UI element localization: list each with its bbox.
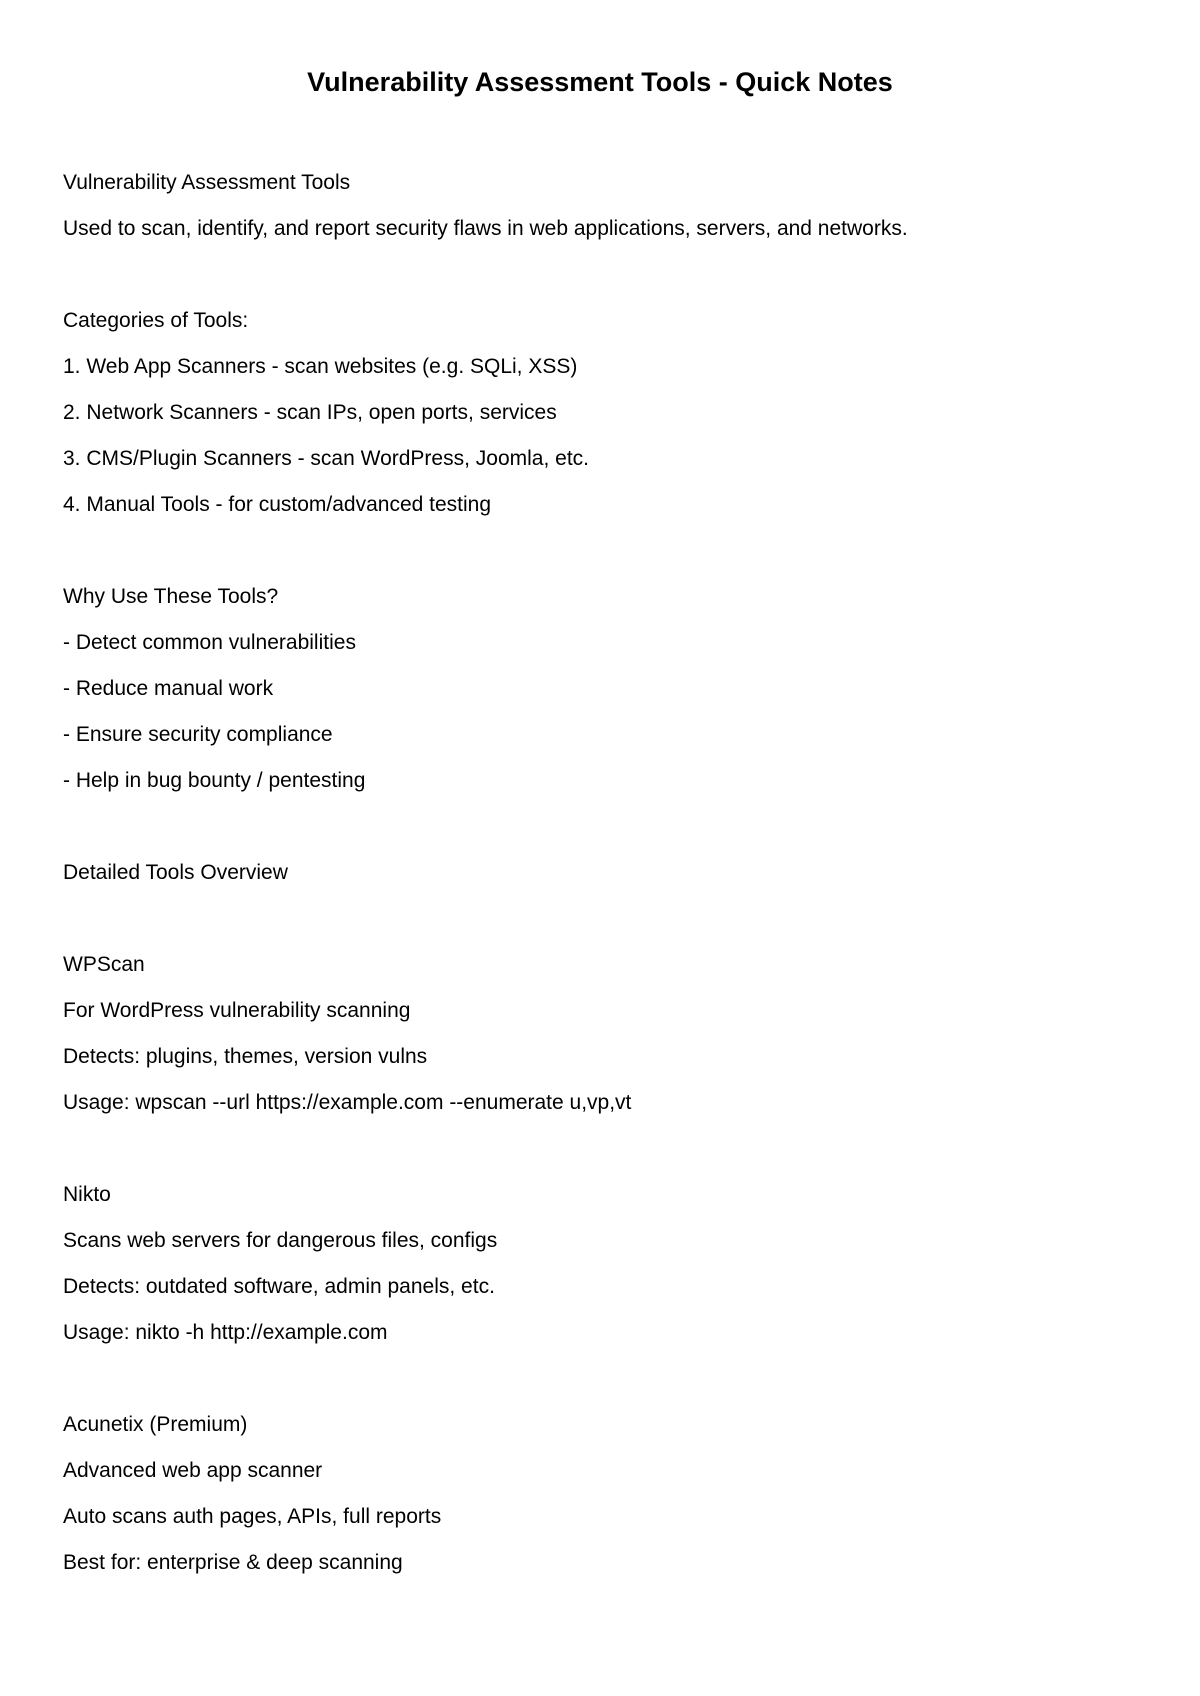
tool-line: Scans web servers for dangerous files, configs — [63, 1229, 498, 1252]
why-item: - Help in bug bounty / pentesting — [63, 769, 366, 792]
tool-line: Detects: plugins, themes, version vulns — [63, 1045, 428, 1068]
tool-line: For WordPress vulnerability scanning — [63, 999, 411, 1022]
tool-line: Usage: wpscan --url https://example.com --enumerate u,vp,vt — [63, 1091, 632, 1114]
categories-heading: Categories of Tools: — [63, 309, 249, 332]
tool-name-wpscan: WPScan — [63, 953, 145, 976]
category-item: 2. Network Scanners - scan IPs, open ports, services — [63, 401, 557, 424]
intro-text: Used to scan, identify, and report security flaws in web applications, servers, and networks. — [63, 217, 908, 240]
category-item: 3. CMS/Plugin Scanners - scan WordPress, Joomla, etc. — [63, 447, 589, 470]
category-item: 4. Manual Tools - for custom/advanced testing — [63, 493, 492, 516]
category-item: 1. Web App Scanners - scan websites (e.g. SQLi, XSS) — [63, 355, 578, 378]
why-item: - Reduce manual work — [63, 677, 274, 700]
why-item: - Detect common vulnerabilities — [63, 631, 356, 654]
tool-line: Best for: enterprise & deep scanning — [63, 1551, 403, 1574]
tool-name-nikto: Nikto — [63, 1183, 111, 1206]
tool-line: Advanced web app scanner — [63, 1459, 323, 1482]
why-item: - Ensure security compliance — [63, 723, 333, 746]
tool-line: Detects: outdated software, admin panels, etc. — [63, 1275, 495, 1298]
tool-name-acunetix: Acunetix (Premium) — [63, 1413, 248, 1436]
tool-line: Usage: nikto -h http://example.com — [63, 1321, 388, 1344]
intro-heading: Vulnerability Assessment Tools — [63, 171, 351, 194]
overview-heading: Detailed Tools Overview — [63, 861, 288, 884]
document-title: Vulnerability Assessment Tools - Quick Notes — [307, 67, 893, 97]
tool-line: Auto scans auth pages, APIs, full reports — [63, 1505, 442, 1528]
why-heading: Why Use These Tools? — [63, 585, 279, 608]
